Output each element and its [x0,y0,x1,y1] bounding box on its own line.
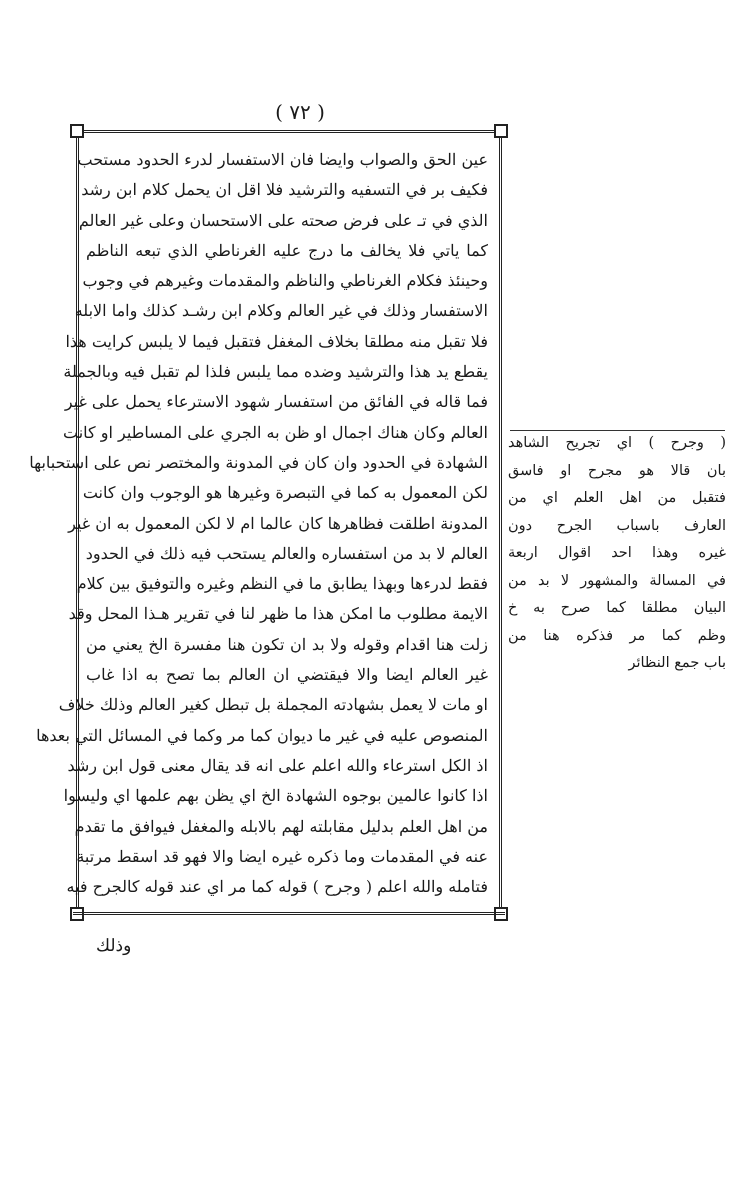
main-text-line: الشهادة في الحدود وان كان في المدونة والمختصر نص على استحبابها [29,452,488,472]
main-text-line: الايمة مطلوب ما امكن هذا ما ظهر لنا في تقرير هـذا المحل وقد [68,604,488,624]
margin-note-line: في المسالة والمشهور لا بد من [508,572,726,589]
margin-note-line: البيان مطلقا كما صرح به خ [508,600,726,616]
main-text-line: العالم وكان هناك اجمال او ظن به الجري على المساطير او كانت [63,422,488,442]
main-text-body [29,145,488,902]
main-text-line: غير العالم ايضا والا فيقتضي ان العالم بما تصح به اذا غاب [86,665,488,685]
main-text-line: الاستفسار وذلك في غير العالم وكلام ابن رشـد كذلك واما الابله [74,301,488,321]
main-text-line: المنصوص عليه في غير ما ديوان كما مر وكما في المسائل التي بعدها [36,725,488,745]
margin-commentary [508,430,726,678]
main-text-line: المدونة اطلقت فظاهرها كان عالما ام لا لكن المعمول به ان غير [68,513,488,533]
main-text-line: عين الحق والصواب وايضا فان الاستفسار لدرء الحدود مستحب [77,150,488,169]
main-text-line: لكن المعمول به كما في التبصرة وغيرها هو الوجوب وان كانت [82,483,488,503]
main-text-line: فلا تقبل منه مطلقا بخلاف المغفل فتقبل فيما لا يلبس كرايت هذا [65,331,488,351]
margin-note-line: فتقبل من اهل العلم اي من [508,490,726,506]
main-text-line: اذ الكل استرعاء والله اعلم على انه قد يقال معنى قول ابن رشد [67,755,488,775]
main-text-line: فكيف بر في التسفيه والترشيد فلا اقل ان يحمل كلام ابن رشد [81,180,488,200]
frame-corner-ornament [494,907,508,921]
main-text-line: من اهل العلم بدليل مقابلته لهم بالابله والمغفل فيوافق ما تقدم [74,816,488,836]
frame-corner-ornament [494,124,508,138]
page-number: ( ٧٢ ) [275,100,325,124]
margin-note-line: غيره وهذا احد اقوال اربعة [508,545,726,561]
main-text-line: الذي في تـ على فرض صحته على الاستحسان وعلى غير العالم [78,210,488,230]
main-text-line: وحينئذ فكلام الغرناطي والناظم والمقدمات وغيرهم في وجوب [82,271,488,291]
margin-note-line: العارف باسباب الجرح دون [508,517,726,534]
margin-note-line: بان قالا هو مجرح او فاسق [508,462,726,479]
margin-note-line: وظم كما مر فذكره هنا من [508,627,726,644]
main-text-line: زلت هنا اقدام وقوله ولا بد ان تكون هنا مفسرة الخ يعني من [86,634,488,654]
margin-note-line: باب جمع النظائر [628,655,726,671]
main-text-line: فتامله والله اعلم ( وجرح ) قوله كما مر اي عند قوله كالجرح فيه [66,877,488,897]
main-text-line: فما قاله في الفائق من استفسار شهود الاسترعاء يحمل على غير [64,392,488,412]
frame-corner-ornament [70,124,84,138]
main-text-line: اذا كانوا عالمين بوجوه الشهادة الخ اي يظن بهم علمها اي وليسوا [63,786,488,806]
main-text-line: او مات لا يعمل بشهادته المجملة بل تبطل كغير العالم وذلك خلاف [58,695,488,715]
main-text-line: يقطع يد هذا والترشيد وضده مما يلبس فلذا لم تقبل فيه وبالجملة [63,362,488,382]
main-text-line: كما ياتي فلا يخالف ما درج عليه الغرناطي الذي تبعه الناظم [86,240,488,260]
margin-note-line: ( وجرح ) اي تجريح الشاهد [508,435,726,451]
main-text-line: عنه في المقدمات وما ذكره غيره ايضا والا فهو قد اسقط مرتبة [76,846,488,866]
catchword: وذلك [96,936,132,956]
frame-corner-ornament [70,907,84,921]
main-text-line: فقط لدرءها وبهذا يطابق ما في النظم وغيره والتوفيق بين كلام [76,574,488,594]
main-text-line: العالم لا بد من استفساره والعالم يستحب فيه ذلك في الحدود [85,543,488,563]
